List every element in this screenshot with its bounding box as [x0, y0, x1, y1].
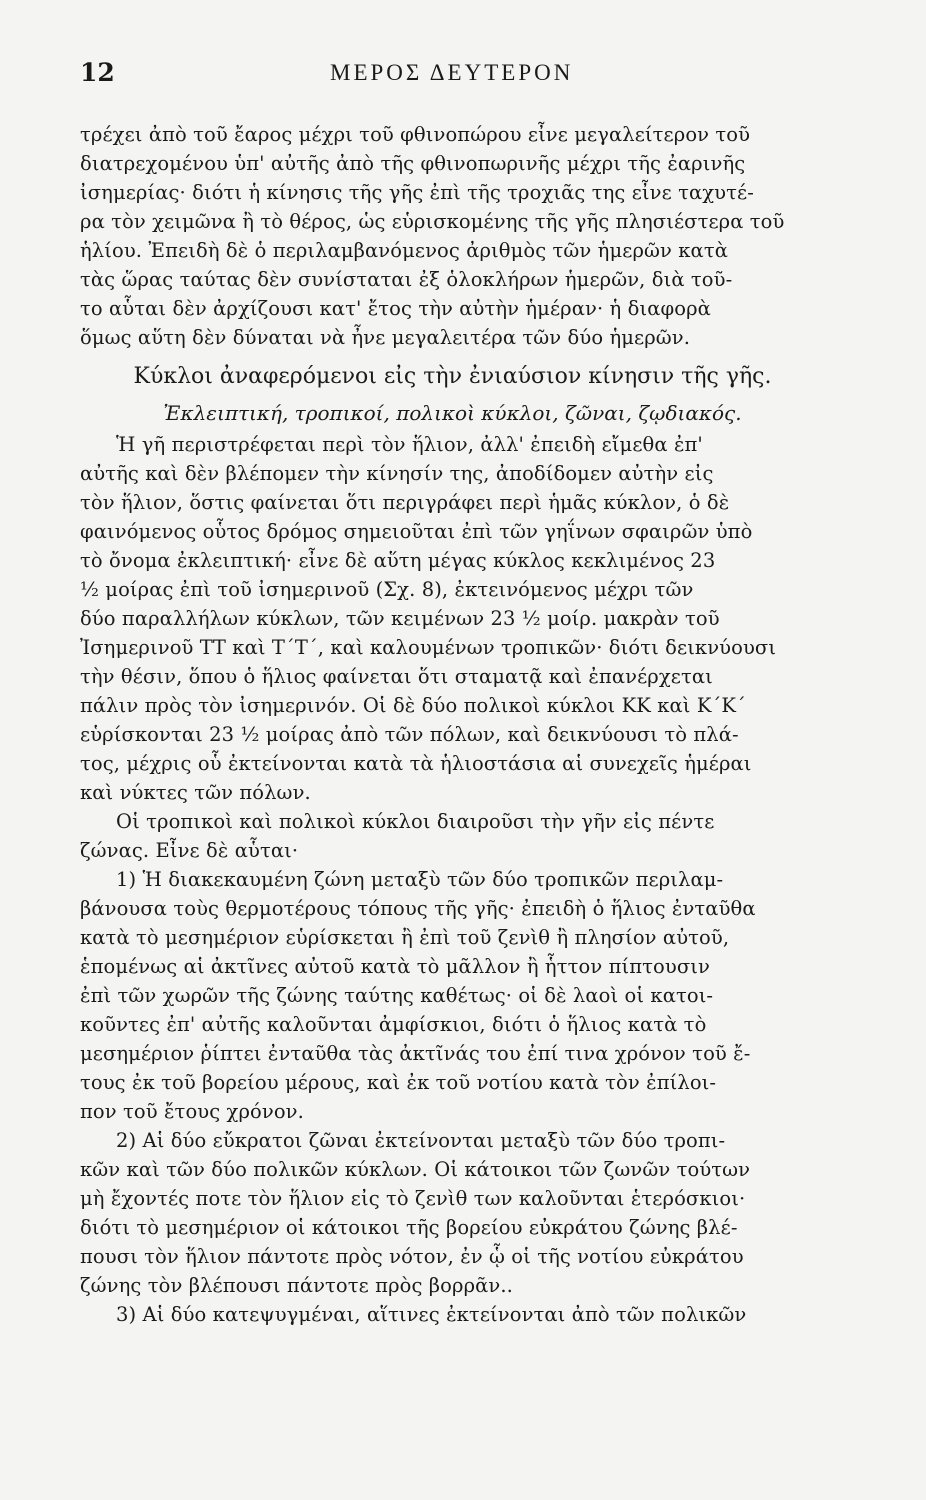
text-line: Οἱ τροπικοὶ καὶ πολικοὶ κύκλοι διαιροῦσι τὴν γῆν εἰς πέντε [116, 810, 715, 833]
text-line: πον τοῦ ἔτους χρόνον. [80, 1100, 304, 1123]
section-subheading: Ἐκλειπτική, τροπικοί, πολικοὶ κύκλοι, ζῶναι, ζῳδιακός. [163, 401, 742, 425]
text-line: κατὰ τὸ μεσημέριον εὑρίσκεται ἢ ἐπὶ τοῦ ζενὶθ ἢ πλησίον αὐτοῦ, [80, 926, 730, 949]
page-header [0, 58, 926, 98]
paragraph-6 [80, 1300, 825, 1329]
text-line: δύο παραλλήλων κύκλων, τῶν κειμένων 23 ½ μοίρ. μακρὰν τοῦ [80, 607, 720, 630]
text-line: ζώνης τὸν βλέπουσι πάντοτε πρὸς βορρᾶν.. [80, 1274, 513, 1297]
text-line: φαινόμενος οὗτος δρόμος σημειοῦται ἐπὶ τῶν γηΐνων σφαιρῶν ὑπὸ [80, 520, 753, 543]
text-line: διότι τὸ μεσημέριον οἱ κάτοικοι τῆς βορείου εὐκράτου ζώνης βλέ- [80, 1216, 738, 1239]
text-line: ἑπομένως αἱ ἀκτῖνες αὐτοῦ κατὰ τὸ μᾶλλον ἢ ἧττον πίπτουσιν [80, 955, 710, 978]
text-line: ἰσημερίας· διότι ἡ κίνησις τῆς γῆς ἐπὶ τῆς τροχιᾶς της εἶνε ταχυτέ- [80, 181, 754, 204]
text-line: ἐπὶ τῶν χωρῶν τῆς ζώνης ταύτης καθέτως· οἱ δὲ λαοὶ οἱ κατοι- [80, 984, 714, 1007]
text-line: τους ἐκ τοῦ βορείου μέρους, καὶ ἐκ τοῦ νοτίου κατὰ τὸν ἐπίλοι- [80, 1071, 717, 1094]
paragraph-3 [80, 807, 825, 865]
text-line: 1) Ἡ διακεκαυμένη ζώνη μεταξὺ τῶν δύο τροπικῶν περιλαμ- [116, 868, 724, 891]
text-line: πάλιν πρὸς τὸν ἰσημερινόν. Οἱ δὲ δύο πολικοὶ κύκλοι ΚΚ καὶ Κ΄Κ΄ [80, 694, 746, 717]
text-line: τὴν θέσιν, ὅπου ὁ ἥλιος φαίνεται ὅτι σταματᾷ καὶ ἐπανέρχεται [80, 665, 713, 688]
section-heading: Κύκλοι ἀναφερόμενοι εἰς τὴν ἐνιαύσιον κίνησιν τῆς γῆς. [133, 364, 772, 389]
text-line: μεσημέριον ῥίπτει ἐνταῦθα τὰς ἀκτῖνάς του ἐπί τινα χρόνον τοῦ ἔ- [80, 1042, 751, 1065]
text-line: 2) Αἱ δύο εὔκρατοι ζῶναι ἐκτείνονται μεταξὺ τῶν δύο τροπι- [116, 1129, 726, 1152]
text-line: τὸ ὄνομα ἐκλειπτική· εἶνε δὲ αὕτη μέγας κύκλος κεκλιμένος 23 [80, 549, 716, 572]
body-text [80, 120, 825, 1329]
text-line: μὴ ἔχοντές ποτε τὸν ἥλιον εἰς τὸ ζενὶθ των καλοῦνται ἑτερόσκιοι· [80, 1187, 746, 1210]
text-line: κοῦντες ἐπ' αὐτῆς καλοῦνται ἀμφίσκιοι, διότι ὁ ἥλιος κατὰ τὸ [80, 1013, 707, 1036]
text-line: ½ μοίρας ἐπὶ τοῦ ἰσημερινοῦ (Σχ. 8), ἐκτεινόμενος μέχρι τῶν [80, 578, 694, 601]
text-line: διατρεχομένου ὑπ' αὐτῆς ἀπὸ τῆς φθινοπωρινῆς μέχρι τῆς ἐαρινῆς [80, 152, 746, 175]
text-line: τὸν ἥλιον, ὅστις φαίνεται ὅτι περιγράφει περὶ ἡμᾶς κύκλον, ὁ δὲ [80, 491, 730, 514]
text-line: αὐτῆς καὶ δὲν βλέπομεν τὴν κίνησίν της, ἀποδίδομεν αὐτὴν εἰς [80, 462, 714, 485]
text-line: καὶ νύκτες τῶν πόλων. [80, 781, 311, 804]
text-line: ὅμως αὕτη δὲν δύναται νὰ ἦνε μεγαλειτέρα τῶν δύο ἡμερῶν. [80, 326, 691, 349]
text-line: το αὗται δὲν ἀρχίζουσι κατ' ἔτος τὴν αὐτὴν ἡμέραν· ἡ διαφορὰ [80, 297, 711, 320]
paragraph-2 [80, 430, 825, 807]
text-line: Ἰσημερινοῦ ΤΤ καὶ Τ΄Τ΄, καὶ καλουμένων τροπικῶν· διότι δεικνύουσι [80, 636, 777, 659]
text-line: τος, μέχρις οὗ ἐκτείνονται κατὰ τὰ ἡλιοστάσια αἱ συνεχεῖς ἡμέραι [80, 752, 752, 775]
text-line: 3) Αἱ δύο κατεψυγμέναι, αἵτινες ἐκτείνονται ἀπὸ τῶν πολικῶν [116, 1303, 747, 1326]
text-line: τρέχει ἀπὸ τοῦ ἔαρος μέχρι τοῦ φθινοπώρου εἶνε μεγαλείτερον τοῦ [80, 123, 751, 146]
text-line: βάνουσα τοὺς θερμοτέρους τόπους τῆς γῆς· ἐπειδὴ ὁ ἥλιος ἐνταῦθα [80, 897, 756, 920]
text-line: τὰς ὥρας ταύτας δὲν συνίσταται ἐξ ὁλοκλήρων ἡμερῶν, διὰ τοῦ- [80, 268, 733, 291]
paragraph-5 [80, 1126, 825, 1300]
text-line: ρα τὸν χειμῶνα ἢ τὸ θέρος, ὡς εὑρισκομένης τῆς γῆς πλησιέστερα τοῦ [80, 210, 785, 233]
paragraph-4 [80, 865, 825, 1126]
paragraph-1 [80, 120, 825, 352]
text-line: Ἡ γῆ περιστρέφεται περὶ τὸν ἥλιον, ἀλλ' ἐπειδὴ εἴμεθα ἐπ' [116, 433, 703, 456]
text-line: εὑρίσκονται 23 ½ μοίρας ἀπὸ τῶν πόλων, καὶ δεικνύουσι τὸ πλά- [80, 723, 739, 746]
text-line: ἡλίου. Ἐπειδὴ δὲ ὁ περιλαμβανόμενος ἀριθμὸς τῶν ἡμερῶν κατὰ [80, 239, 728, 262]
text-line: ζώνας. Εἶνε δὲ αὗται· [80, 839, 299, 862]
text-line: πουσι τὸν ἥλιον πάντοτε πρὸς νότον, ἐν ᾧ οἱ τῆς νοτίου εὐκράτου [80, 1245, 744, 1268]
page-number: 12 [80, 58, 115, 87]
text-line: κῶν καὶ τῶν δύο πολικῶν κύκλων. Οἱ κάτοικοι τῶν ζωνῶν τούτων [80, 1158, 751, 1181]
running-title: ΜΕΡΟΣ ΔΕΥΤΕΡΟΝ [330, 60, 574, 85]
